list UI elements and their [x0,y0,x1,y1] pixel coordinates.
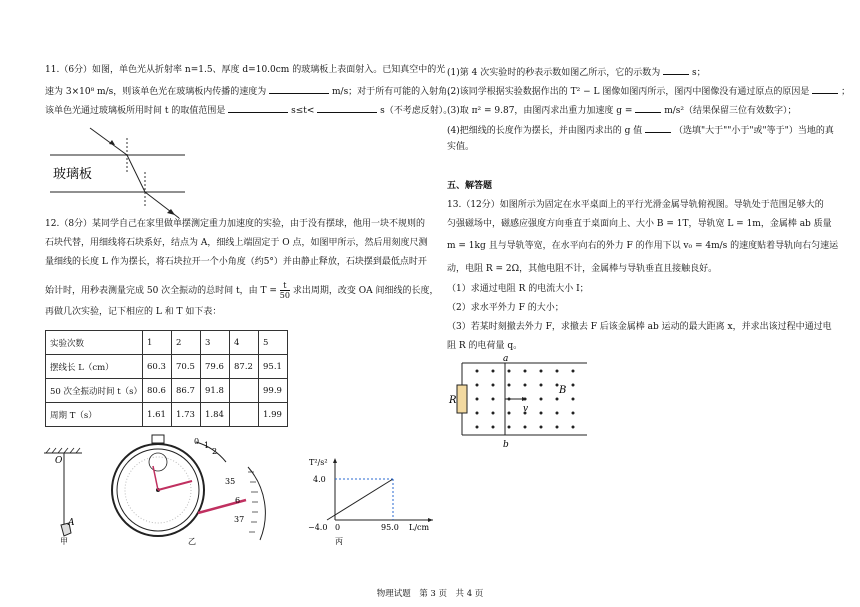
field-dot [508,384,511,387]
q12-part2-text-b: ； [841,87,851,97]
x-tick: 95.0 [381,523,399,532]
dial-tick-1: 1 [204,441,210,450]
answer-blank[interactable] [269,83,329,94]
y-axis-label: T²/s² [309,458,328,467]
q12-line4-text: 始计时，用秒表测量完成 50 次全振动的总时间 t，由 T = [45,286,277,296]
q12-part3-text-b: m/s²（结果保留三位有效数字）； [664,106,797,116]
row-header: 实验次数 [46,331,143,355]
field-dot [556,370,559,373]
field-dot [556,412,559,415]
x-neg-tick: −4.0 [308,523,328,532]
q13-sub1: （1）求通过电阻 R 的电流大小 I； [447,284,589,294]
field-dot [524,384,527,387]
table-cell: 1.73 [172,403,201,427]
field-dot [492,370,495,373]
scale-tick-35: 35 [225,477,236,486]
q12-part4-cont: 实值。 [447,142,475,152]
q11-line3-text-b: s≤t< [291,106,315,116]
y-tick: 4.0 [313,475,326,484]
origin-label: 0 [335,523,341,532]
q11-line3-text-c: s（不考虑反射）。 [380,106,453,116]
field-dot [556,398,559,401]
fraction-denominator: 50 [279,291,290,300]
q12-part2-text: (2)该同学根据实验数据作出的 T² − L 图像如图丙所示，图丙中图像没有通过原点的原因是 [447,87,810,97]
q12-part3 [447,102,797,118]
table-cell: 1 [143,331,172,355]
point-a-label: A [68,518,75,528]
q12-line5: 再做几次实验，记下相应的 L 和 T 如下表： [45,307,222,317]
figure-bing-label: 丙 [335,537,343,546]
table-cell: 1.99 [259,403,288,427]
section-title: 五、解答题 [447,181,493,191]
velocity-label: v [523,404,529,414]
field-dot [524,370,527,373]
field-dot [508,412,511,415]
field-dot [492,426,495,429]
q12-part4 [447,122,834,138]
field-dot [556,426,559,429]
answer-blank[interactable] [663,64,689,75]
fraction-numerator: t [280,281,290,291]
t2-l-graph [305,455,435,547]
dial-tick-2: 2 [212,447,218,456]
table-row [46,379,288,403]
table-cell: 60.3 [143,355,172,379]
field-dot [540,426,543,429]
field-dot [492,398,495,401]
table-cell: 87.2 [230,355,259,379]
q13-sub3a: （3）若某时刻撤去外力 F，求撤去 F 后该金属棒 ab 运动的最大距离 x，并求出该过程中通过电 [447,322,832,332]
q12-part1 [447,64,706,80]
q12-line4-text-b: 求出周期，改变 OA 间细线的长度， [292,286,439,296]
point-o-label: O [55,456,63,466]
table-cell: 99.9 [259,379,288,403]
field-dot [476,398,479,401]
row-header: 摆线长 L（cm） [46,355,143,379]
answer-blank[interactable] [812,83,838,94]
field-dot [572,398,575,401]
scale-tick-37: 37 [234,515,245,524]
field-dot [572,370,575,373]
table-cell: 95.1 [259,355,288,379]
rail-circuit-figure [447,355,592,450]
table-row [46,331,288,355]
table-cell: 80.6 [143,379,172,403]
field-dot [540,398,543,401]
field-dot [540,384,543,387]
field-b-label: B [559,385,567,396]
figure-jia-label: 甲 [60,537,68,545]
answer-blank[interactable] [317,102,377,113]
field-dot [524,426,527,429]
point-a-label: a [503,355,509,364]
field-dot [572,412,575,415]
answer-blank[interactable] [228,102,288,113]
q11-line1: 11.（6分）如图，单色光从折射率 n=1.5、厚度 d=10.0cm 的玻璃板上表面射入。已知真空中的光 [45,65,446,75]
answer-blank[interactable] [645,122,671,133]
glass-plate-figure [45,120,205,220]
q13-line4: 动，电阻 R = 2Ω，其他电阻不计，金属棒与导轨垂直且接触良好。 [447,264,718,274]
x-axis-label: L/cm [409,523,430,532]
row-header: 周期 T（s） [46,403,143,427]
field-dot [508,426,511,429]
q12-part1-text: (1)第 4 次实验时的秒表示数如图乙所示，它的示数为 [447,68,661,78]
table-cell: 4 [230,331,259,355]
table-cell [230,379,259,403]
pendulum-figure [40,445,90,545]
q12-part2 [447,83,850,99]
field-dot [508,370,511,373]
q13-line1: 13.（12分）如图所示为固定在水平桌面上的平行光滑金属导轨俯视图。导轨处于范围足够大的 [447,200,824,210]
q11-line2 [45,83,456,99]
field-dot [476,426,479,429]
q13-line2: 匀强磁场中，磁感应强度方向垂直于桌面向上、大小 B = 1T，导轨宽 L = 1m，金属棒 ab 质量 [447,219,832,229]
figure-yi-label: 乙 [188,537,196,546]
table-cell [230,403,259,427]
q12-line4 [45,281,438,300]
scale-tick-6: 6 [235,496,241,505]
q11-line3-text: 该单色光通过玻璃板所用时间 t 的取值范围是 [45,106,226,116]
q12-part1-text-b: s； [691,68,706,78]
field-dot [540,370,543,373]
field-dot [572,384,575,387]
dial-tick-0: 0 [194,437,200,446]
q13-line3: m = 1kg 且与导轨等宽，在水平向右的外力 F 的作用下以 v₀ = 4m/s 的速度贴着导轨向右匀速运 [447,241,839,251]
field-dot [476,370,479,373]
field-dot [476,412,479,415]
q11-line3 [45,102,452,118]
glass-plate-label: 玻璃板 [53,167,93,182]
data-table [45,330,288,427]
field-dot [476,384,479,387]
field-dot [492,412,495,415]
q11-line2-text: 速为 3×10⁸ m/s，则该单色光在玻璃板内传播的速度为 [45,87,267,97]
point-b-label: b [503,440,509,450]
q12-part4-text-b: （选填"大于""小于"或"等于"）当地的真 [673,126,834,136]
q12-part4-text: (4)把细线的长度作为摆长，并由图丙求出的 g 值 [447,126,643,136]
field-dot [572,426,575,429]
page-footer: 物理试题 第 3 页 共 4 页 [376,589,484,599]
table-cell: 1.84 [201,403,230,427]
table-cell: 2 [172,331,201,355]
row-header: 50 次全振动时间 t（s） [46,379,143,403]
table-cell: 86.7 [172,379,201,403]
answer-blank[interactable] [635,102,661,113]
table-cell: 1.61 [143,403,172,427]
fraction [280,281,290,300]
resistor-label: R [449,395,457,406]
q12-line2: 石块代替，用细线将石块系好，结点为 A，细线上端固定于 O 点，如图甲所示，然后用刻度尺测 [45,238,428,248]
q12-line3: 量细线的长度 L 作为摆长，将石块拉开一个小角度（约5°）并由静止释放，石块摆到最低点时开 [45,257,427,267]
table-cell: 5 [259,331,288,355]
table-cell: 79.6 [201,355,230,379]
q13-sub2: （2）求水平外力 F 的大小； [447,303,564,313]
q12-line1: 12.（8分）某同学自己在家里做单摆测定重力加速度的实验，由于没有摆球，他用一块不规则的 [45,219,426,229]
field-dot [540,412,543,415]
table-row [46,355,288,379]
table-cell: 70.5 [172,355,201,379]
stopwatch-figure [108,432,288,547]
q12-part3-text: (3)取 π² = 9.87，由图丙求出重力加速度 g = [447,106,633,116]
field-dot [492,384,495,387]
q13-sub3b: 阻 R 的电荷量 q。 [447,341,523,351]
q11-line2-text-b: m/s；对于所有可能的入射角， [332,87,457,97]
table-cell: 91.8 [201,379,230,403]
table-cell: 3 [201,331,230,355]
table-row [46,403,288,427]
